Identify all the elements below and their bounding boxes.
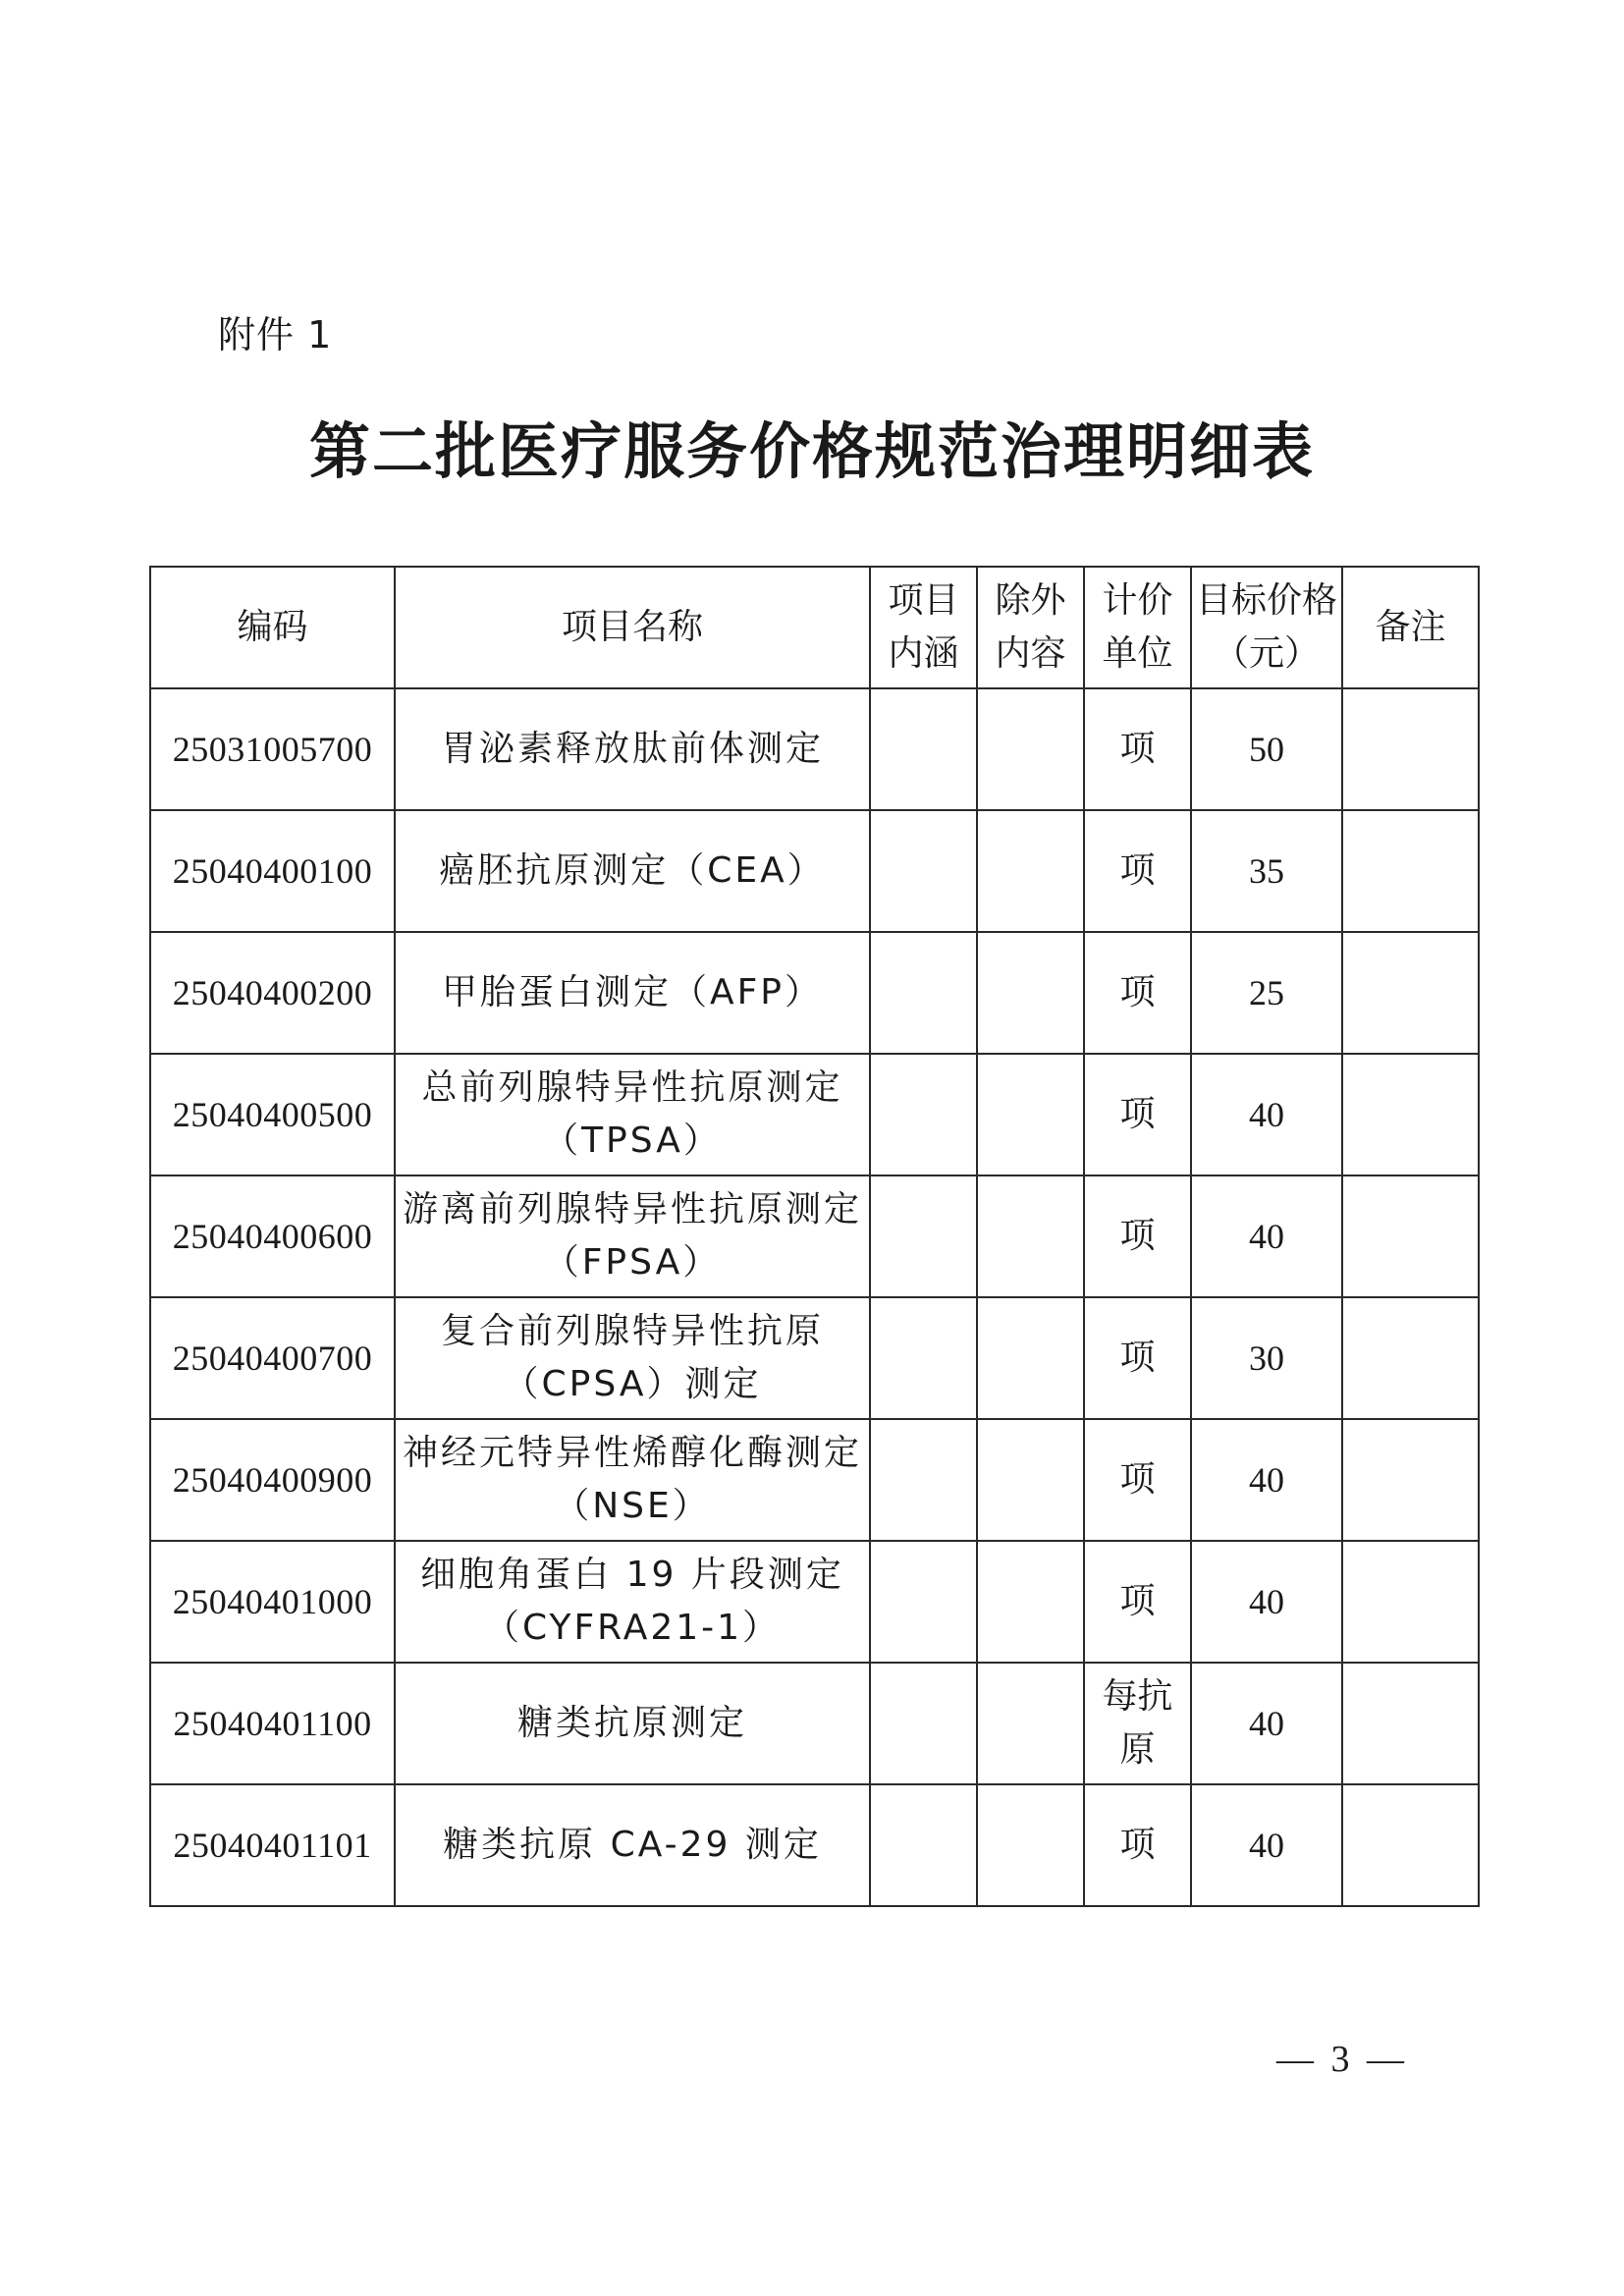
unit-cell: 项 [1084, 1541, 1191, 1663]
table-row [150, 1054, 1479, 1175]
price-cell: 40 [1191, 1784, 1342, 1906]
table-row [150, 688, 1479, 810]
header-name: 项目名称 [395, 567, 870, 688]
code-cell: 25040400900 [150, 1419, 395, 1541]
remarks-cell [1342, 932, 1479, 1054]
remarks-cell [1342, 1175, 1479, 1297]
table-row [150, 1175, 1479, 1297]
item-name-cell: 糖类抗原测定 [395, 1663, 870, 1784]
exclusions-cell [977, 1663, 1084, 1784]
remarks-cell [1342, 688, 1479, 810]
price-cell: 50 [1191, 688, 1342, 810]
code-cell: 25040400600 [150, 1175, 395, 1297]
remarks-cell [1342, 1663, 1479, 1784]
item-name-cell: 细胞角蛋白 19 片段测定 （CYFRA21-1） [395, 1541, 870, 1663]
unit-cell: 项 [1084, 688, 1191, 810]
code-cell: 25031005700 [150, 688, 395, 810]
exclusions-cell [977, 1541, 1084, 1663]
table-body [150, 688, 1479, 1906]
table-row [150, 1541, 1479, 1663]
code-cell: 25040401000 [150, 1541, 395, 1663]
code-cell: 25040400500 [150, 1054, 395, 1175]
table-row [150, 932, 1479, 1054]
connotation-cell [870, 810, 977, 932]
header-connotation: 项目 内涵 [870, 567, 977, 688]
attachment-label: 附件 1 [218, 313, 333, 356]
item-name-cell: 复合前列腺特异性抗原 （CPSA）测定 [395, 1297, 870, 1419]
connotation-cell [870, 688, 977, 810]
item-name-cell: 神经元特异性烯醇化酶测定 （NSE） [395, 1419, 870, 1541]
remarks-cell [1342, 810, 1479, 932]
header-price: 目标价格 （元） [1191, 567, 1342, 688]
exclusions-cell [977, 932, 1084, 1054]
price-cell: 40 [1191, 1419, 1342, 1541]
item-name-cell: 甲胎蛋白测定（AFP） [395, 932, 870, 1054]
connotation-cell [870, 1541, 977, 1663]
table-row [150, 1663, 1479, 1784]
code-cell: 25040400100 [150, 810, 395, 932]
connotation-cell [870, 932, 977, 1054]
header-remarks: 备注 [1342, 567, 1479, 688]
item-name-cell: 游离前列腺特异性抗原测定 （FPSA） [395, 1175, 870, 1297]
item-name-cell: 总前列腺特异性抗原测定 （TPSA） [395, 1054, 870, 1175]
connotation-cell [870, 1175, 977, 1297]
price-cell: 40 [1191, 1175, 1342, 1297]
remarks-cell [1342, 1419, 1479, 1541]
remarks-cell [1342, 1054, 1479, 1175]
code-cell: 25040400200 [150, 932, 395, 1054]
connotation-cell [870, 1663, 977, 1784]
table-row [150, 810, 1479, 932]
unit-cell: 项 [1084, 810, 1191, 932]
connotation-cell [870, 1784, 977, 1906]
header-code: 编码 [150, 567, 395, 688]
page-number: — 3 — [1276, 2039, 1408, 2080]
remarks-cell [1342, 1297, 1479, 1419]
page-title: 第二批医疗服务价格规范治理明细表 [308, 415, 1315, 487]
price-detail-table [149, 566, 1480, 1907]
table-row [150, 1297, 1479, 1419]
unit-cell: 项 [1084, 1784, 1191, 1906]
header-exclusions: 除外 内容 [977, 567, 1084, 688]
price-cell: 40 [1191, 1054, 1342, 1175]
unit-cell: 项 [1084, 1419, 1191, 1541]
unit-cell: 项 [1084, 1054, 1191, 1175]
code-cell: 25040400700 [150, 1297, 395, 1419]
price-cell: 35 [1191, 810, 1342, 932]
price-cell: 25 [1191, 932, 1342, 1054]
item-name-cell: 糖类抗原 CA-29 测定 [395, 1784, 870, 1906]
table-row [150, 1784, 1479, 1906]
price-cell: 40 [1191, 1541, 1342, 1663]
unit-cell: 项 [1084, 932, 1191, 1054]
remarks-cell [1342, 1541, 1479, 1663]
remarks-cell [1342, 1784, 1479, 1906]
connotation-cell [870, 1297, 977, 1419]
code-cell: 25040401101 [150, 1784, 395, 1906]
price-cell: 40 [1191, 1663, 1342, 1784]
unit-cell: 项 [1084, 1297, 1191, 1419]
header-unit: 计价 单位 [1084, 567, 1191, 688]
code-cell: 25040401100 [150, 1663, 395, 1784]
item-name-cell: 癌胚抗原测定（CEA） [395, 810, 870, 932]
item-name-cell: 胃泌素释放肽前体测定 [395, 688, 870, 810]
connotation-cell [870, 1054, 977, 1175]
exclusions-cell [977, 1054, 1084, 1175]
exclusions-cell [977, 1175, 1084, 1297]
connotation-cell [870, 1419, 977, 1541]
exclusions-cell [977, 1297, 1084, 1419]
unit-cell: 项 [1084, 1175, 1191, 1297]
exclusions-cell [977, 810, 1084, 932]
table-header-row [150, 567, 1479, 688]
unit-cell: 每抗 原 [1084, 1663, 1191, 1784]
exclusions-cell [977, 1419, 1084, 1541]
price-cell: 30 [1191, 1297, 1342, 1419]
exclusions-cell [977, 688, 1084, 810]
table-row [150, 1419, 1479, 1541]
exclusions-cell [977, 1784, 1084, 1906]
